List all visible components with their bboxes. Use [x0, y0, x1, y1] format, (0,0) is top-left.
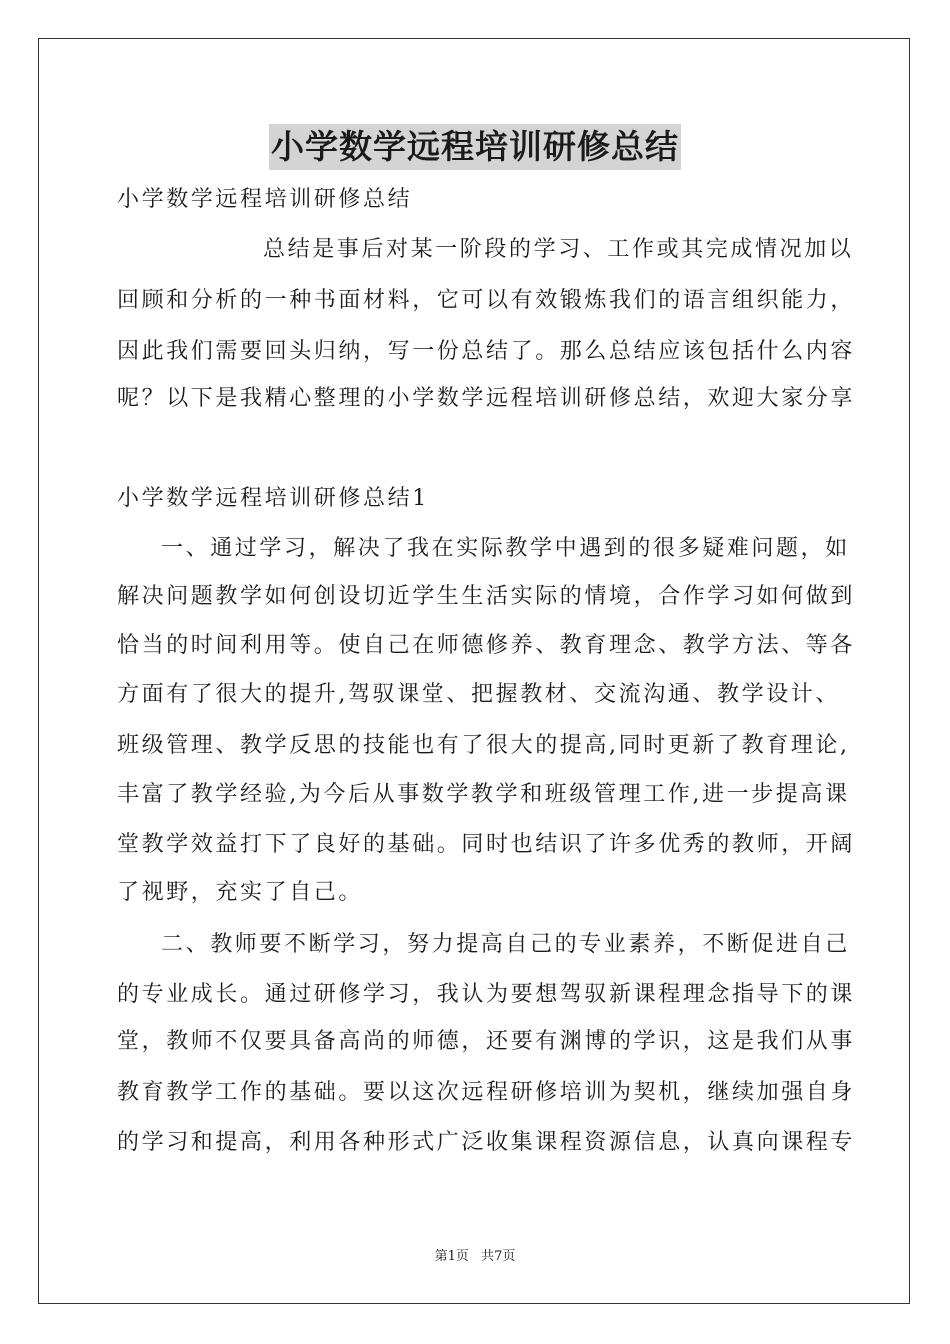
- page-border: [38, 38, 910, 1304]
- intro-line: 总结是事后对某一阶段的学习、工作或其完成情况加以: [263, 237, 854, 262]
- page-footer: [0, 1248, 950, 1266]
- intro-line: 回顾和分析的一种书面材料，它可以有效锻炼我们的语言组织能力，: [117, 288, 856, 313]
- paragraph-line: 丰富了教学经验,为今后从事数学教学和班级管理工作,进一步提高课: [117, 782, 850, 807]
- page-total: 共7页: [481, 1249, 516, 1264]
- paragraph-line: 恰当的时间利用等。使自己在师德修养、教育理念、教学方法、等各: [117, 633, 856, 658]
- paragraph-line: 班级管理、教学反思的技能也有了很大的提高,同时更新了教育理论,: [117, 733, 850, 758]
- paragraph-line: 的学习和提高，利用各种形式广泛收集课程资源信息，认真向课程专: [117, 1130, 856, 1155]
- document-subtitle: 小学数学远程培训研修总结: [117, 187, 413, 212]
- paragraph-line: 方面有了很大的提升,驾驭课堂、把握教材、交流沟通、教学设计、: [117, 682, 840, 707]
- paragraph-line: 一、通过学习，解决了我在实际教学中遇到的很多疑难问题，如: [161, 536, 850, 561]
- paragraph-line: 了视野，充实了自己。: [117, 880, 364, 905]
- section-heading: 小学数学远程培训研修总结1: [117, 486, 429, 511]
- paragraph-line: 二、教师要不断学习，努力提高自己的专业素养，不断促进自己: [161, 932, 850, 957]
- paragraph-line: 堂教学效益打下了良好的基础。同时也结识了许多优秀的教师，开阔: [117, 832, 856, 857]
- paragraph-line: 堂，教师不仅要具备高尚的师德，还要有渊博的学识，这是我们从事: [117, 1029, 856, 1054]
- intro-line: 因此我们需要回头归纳，写一份总结了。那么总结应该包括什么内容: [117, 339, 856, 364]
- paragraph-line: 的专业成长。通过研修学习，我认为要想驾驭新课程理念指导下的课: [117, 982, 856, 1007]
- document-title-wrap: [0, 124, 950, 170]
- page-number: 第1页: [434, 1249, 469, 1264]
- intro-line: 呢？以下是我精心整理的小学数学远程培训研修总结，欢迎大家分享: [117, 386, 856, 411]
- document-title: 小学数学远程培训研修总结: [269, 124, 681, 170]
- paragraph-line: 解决问题教学如何创设切近学生生活实际的情境，合作学习如何做到: [117, 584, 856, 609]
- paragraph-line: 教育教学工作的基础。要以这次远程研修培训为契机，继续加强自身: [117, 1080, 856, 1105]
